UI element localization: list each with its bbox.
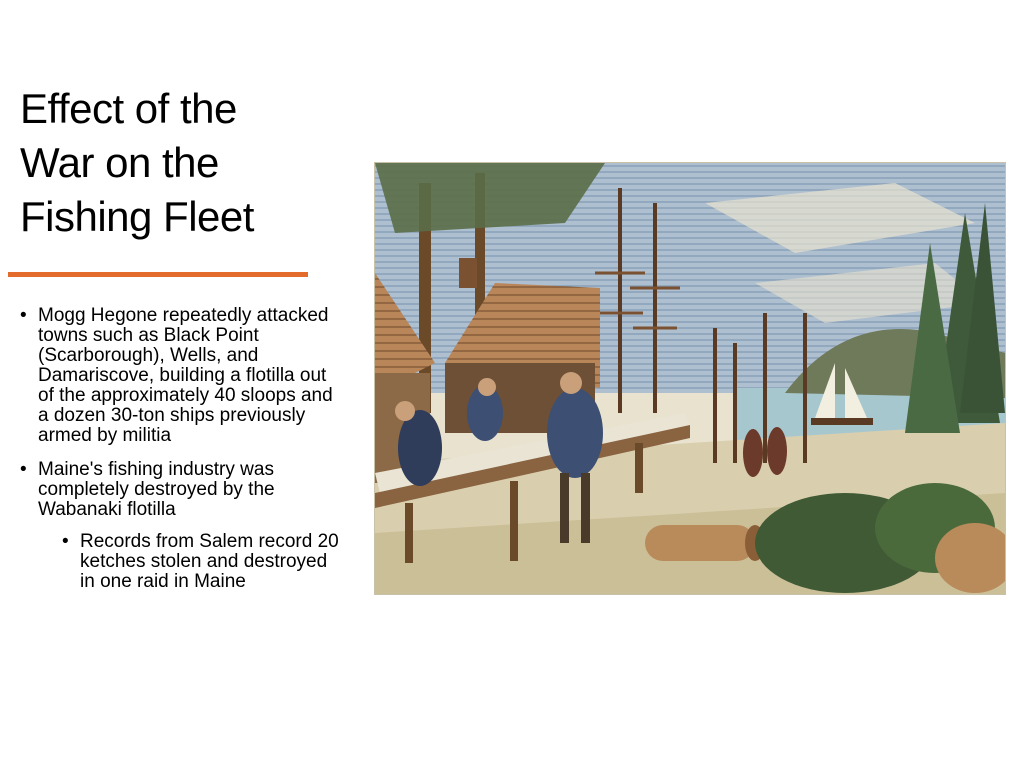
bullet-list (20, 306, 340, 606)
sub-bullet-item-1: • Records from Salem record 20 ketches stolen and destroyed in one raid in Maine (62, 532, 340, 592)
bullet-item-2: • Maine's fishing industry was completely destroyed by the Wabanaki flotilla (20, 460, 340, 520)
title-line-2: War on the (20, 139, 219, 186)
title-line-1: Effect of the (20, 85, 237, 132)
title-underline (8, 272, 308, 277)
bullet-item-1: • Mogg Hegone repeatedly attacked towns such as Black Point (Scarborough), Wells, and Damariscove, building a flotilla out of the approximately 40 sloops and a dozen 30-ton ships previously armed by militia (20, 306, 340, 446)
fishing-village-illustration (374, 162, 1006, 595)
slide-title (20, 82, 340, 244)
title-line-3: Fishing Fleet (20, 193, 254, 240)
